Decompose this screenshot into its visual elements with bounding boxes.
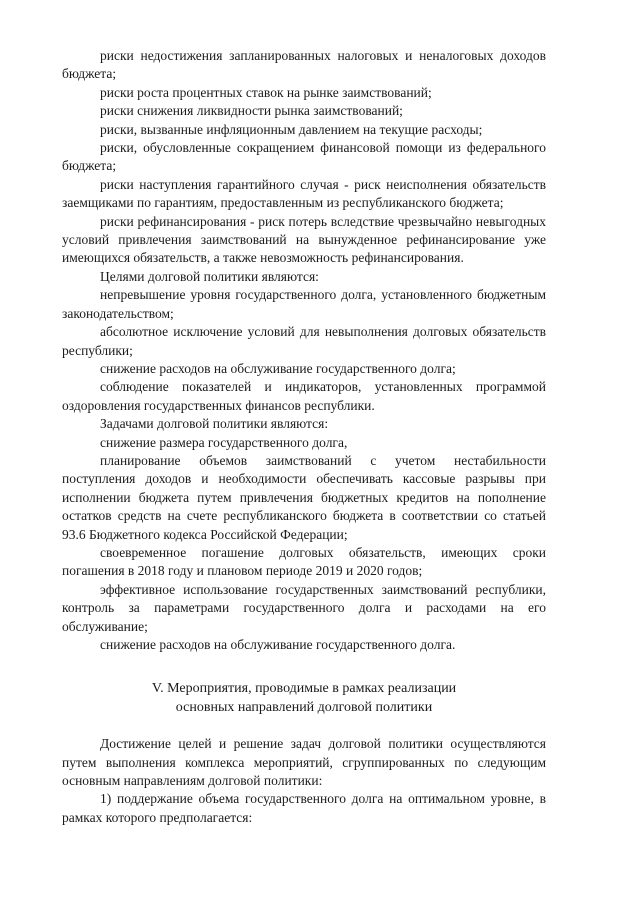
paragraph: абсолютное исключение условий для невыполнения долговых обязательств республики; xyxy=(62,324,546,358)
paragraph: планирование объемов заимствований с учетом нестабильности поступления доходов и необходимости обеспечивать кассовые разрывы при исполнении бюджета путем привлечения бюджетных кредитов на пополнение остатков средств на счете республиканского бюджета в соответствии со статьей 93.6 Бюджетного кодекса Российской Федерации; xyxy=(62,452,546,542)
document-body xyxy=(62,47,546,827)
paragraph: риски рефинансирования - риск потерь вследствие чрезвычайно невыгодных условий привлечения заимствований на вынужденное рефинансирование уже имеющихся обязательств, а также невозможность рефинансирования. xyxy=(62,213,546,266)
section-heading-line: основных направлений долговой политики xyxy=(175,699,433,715)
paragraph: риски наступления гарантийного случая - риск неисполнения обязательств заемщиками по гарантиям, предоставленным из республиканского бюджета; xyxy=(62,176,546,211)
paragraph: Целями долговой политики являются: xyxy=(100,268,319,284)
paragraph: риски, вызванные инфляционным давлением на текущие расходы; xyxy=(100,121,483,137)
paragraph: риски, обусловленные сокращением финансовой помощи из федерального бюджета; xyxy=(62,140,546,174)
section-heading xyxy=(62,680,546,717)
paragraph: риски роста процентных ставок на рынке заимствований; xyxy=(100,84,432,100)
paragraph: снижение расходов на обслуживание государственного долга. xyxy=(100,637,456,652)
paragraph: снижение расходов на обслуживание государственного долга; xyxy=(100,360,456,376)
paragraph: Достижение целей и решение задач долговой политики осуществляются путем выполнения комплекса мероприятий, сгруппированных по следующим основным направлениям долговой политики: xyxy=(62,736,546,789)
paragraph: риски снижения ликвидности рынка заимствований; xyxy=(100,103,403,119)
paragraph: 1) поддержание объема государственного долга на оптимальном уровне, в рамках которого предполагается: xyxy=(62,791,546,825)
paragraph: снижение размера государственного долга, xyxy=(100,434,348,450)
section-heading-line: V. Мероприятия, проводимые в рамках реализации xyxy=(151,681,457,697)
paragraph: соблюдение показателей и индикаторов, установленных программой оздоровления государственных финансов республики. xyxy=(62,379,546,413)
paragraph: эффективное использование государственных заимствований республики, контроль за параметрами государственного долга и расходами на его обслуживание; xyxy=(62,581,546,634)
paragraph: непревышение уровня государственного долга, установленного бюджетным законодательством; xyxy=(62,287,546,321)
paragraph: своевременное погашение долговых обязательств, имеющих сроки погашения в 2018 году и плановом периоде 2019 и 2020 годов; xyxy=(62,544,546,579)
paragraph: риски недостижения запланированных налоговых и неналоговых доходов бюджета; xyxy=(62,48,546,82)
paragraph: Задачами долговой политики являются: xyxy=(100,416,329,432)
